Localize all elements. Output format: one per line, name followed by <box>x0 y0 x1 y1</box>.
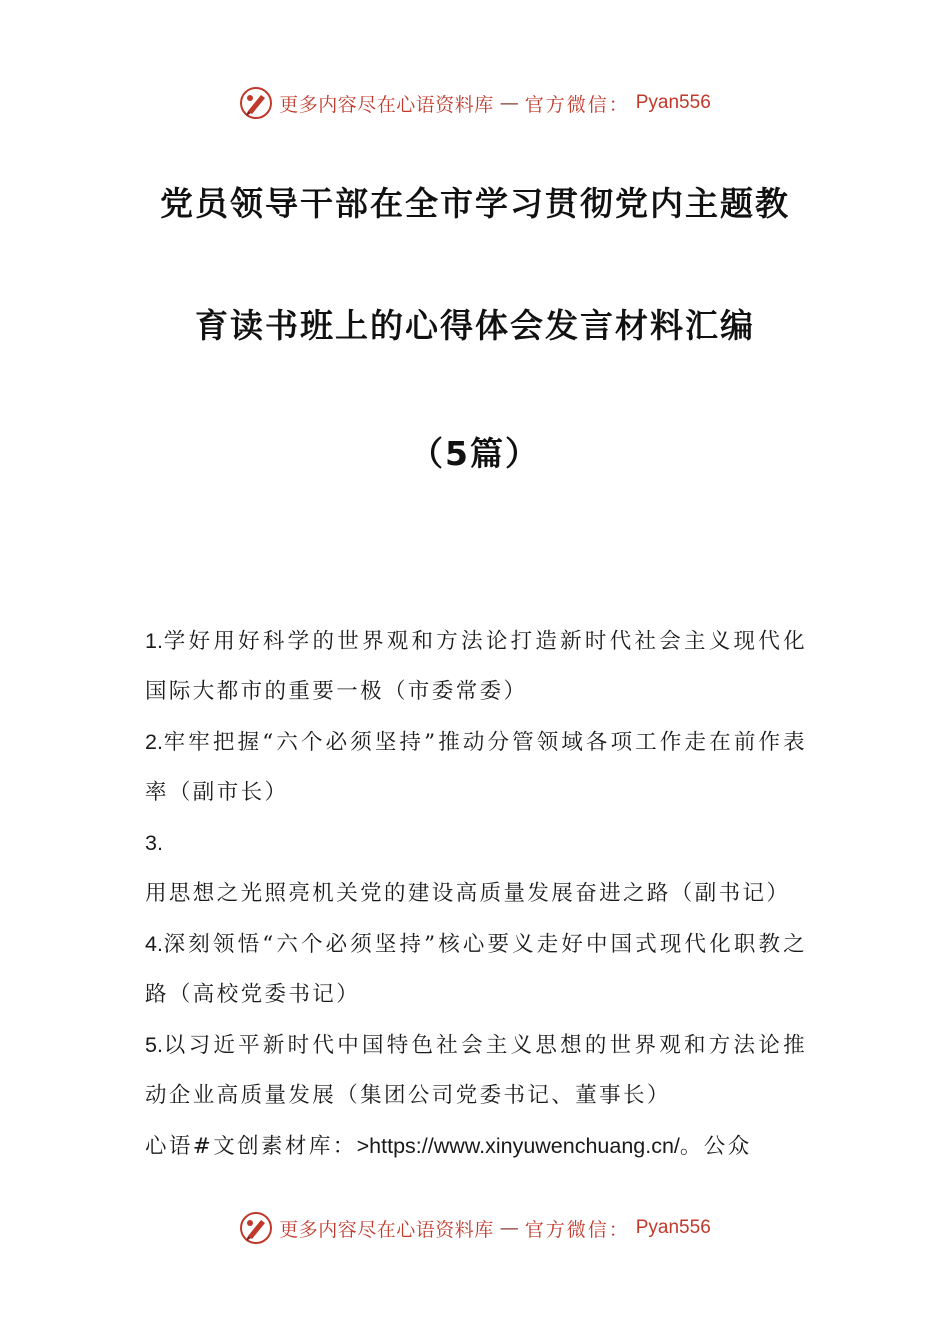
pen-logo-icon <box>239 86 273 120</box>
item-number: 2. <box>145 730 163 754</box>
source-url[interactable]: >https://www.xinyuwenchuang.cn/ <box>356 1134 680 1158</box>
item-text: 牢牢把握“六个必须坚持”推动分管领域各项工作走在前作表率（副市长） <box>145 730 807 805</box>
list-item <box>145 818 807 919</box>
banner-wechat-id: Pyan556 <box>635 92 711 113</box>
item-text: 学好用好科学的世界观和方法论打造新时代社会主义现代化国际大都市的重要一极（市委常委） <box>145 629 807 704</box>
source-prefix: 心语#文创素材库： <box>145 1134 357 1159</box>
item-text: 以习近平新时代中国特色社会主义思想的世界观和方法论推动企业高质量发展（集团公司党委书记、董事长） <box>145 1033 807 1108</box>
item-number: 5. <box>145 1033 163 1057</box>
banner-ad-text: 更多内容尽在心语资料库 <box>279 93 494 116</box>
item-number: 1. <box>145 629 163 653</box>
title-line-3: （5篇） <box>410 434 540 473</box>
list-item <box>145 919 807 1020</box>
item-text: 深刻领悟“六个必须坚持”核心要义走好中国式现代化职教之路（高校党委书记） <box>145 932 807 1007</box>
title-line-2: 育读书班上的心得体会发言材料汇编 <box>195 306 755 345</box>
title-line-1: 党员领导干部在全市学习贯彻党内主题教 <box>160 184 790 223</box>
source-suffix: 。公众 <box>679 1134 752 1159</box>
item-number: 3. <box>145 831 163 855</box>
item-text: 用思想之光照亮机关党的建设高质量发展奋进之路（副书记） <box>145 881 791 906</box>
banner-wechat-label: 官方微信： <box>524 1218 630 1241</box>
banner-wechat-label: 官方微信： <box>524 93 630 116</box>
header-banner <box>0 83 950 123</box>
document-body <box>145 616 807 1172</box>
item-number: 4. <box>145 932 163 956</box>
source-note <box>145 1121 807 1172</box>
banner-separator: — <box>499 92 519 114</box>
list-item <box>145 616 807 717</box>
footer-banner <box>0 1208 950 1248</box>
banner-ad-text: 更多内容尽在心语资料库 <box>279 1218 494 1241</box>
pen-logo-icon <box>239 1211 273 1245</box>
list-item <box>145 717 807 818</box>
list-item <box>145 1020 807 1121</box>
banner-wechat-id: Pyan556 <box>635 1217 711 1238</box>
banner-separator: — <box>499 1217 519 1239</box>
